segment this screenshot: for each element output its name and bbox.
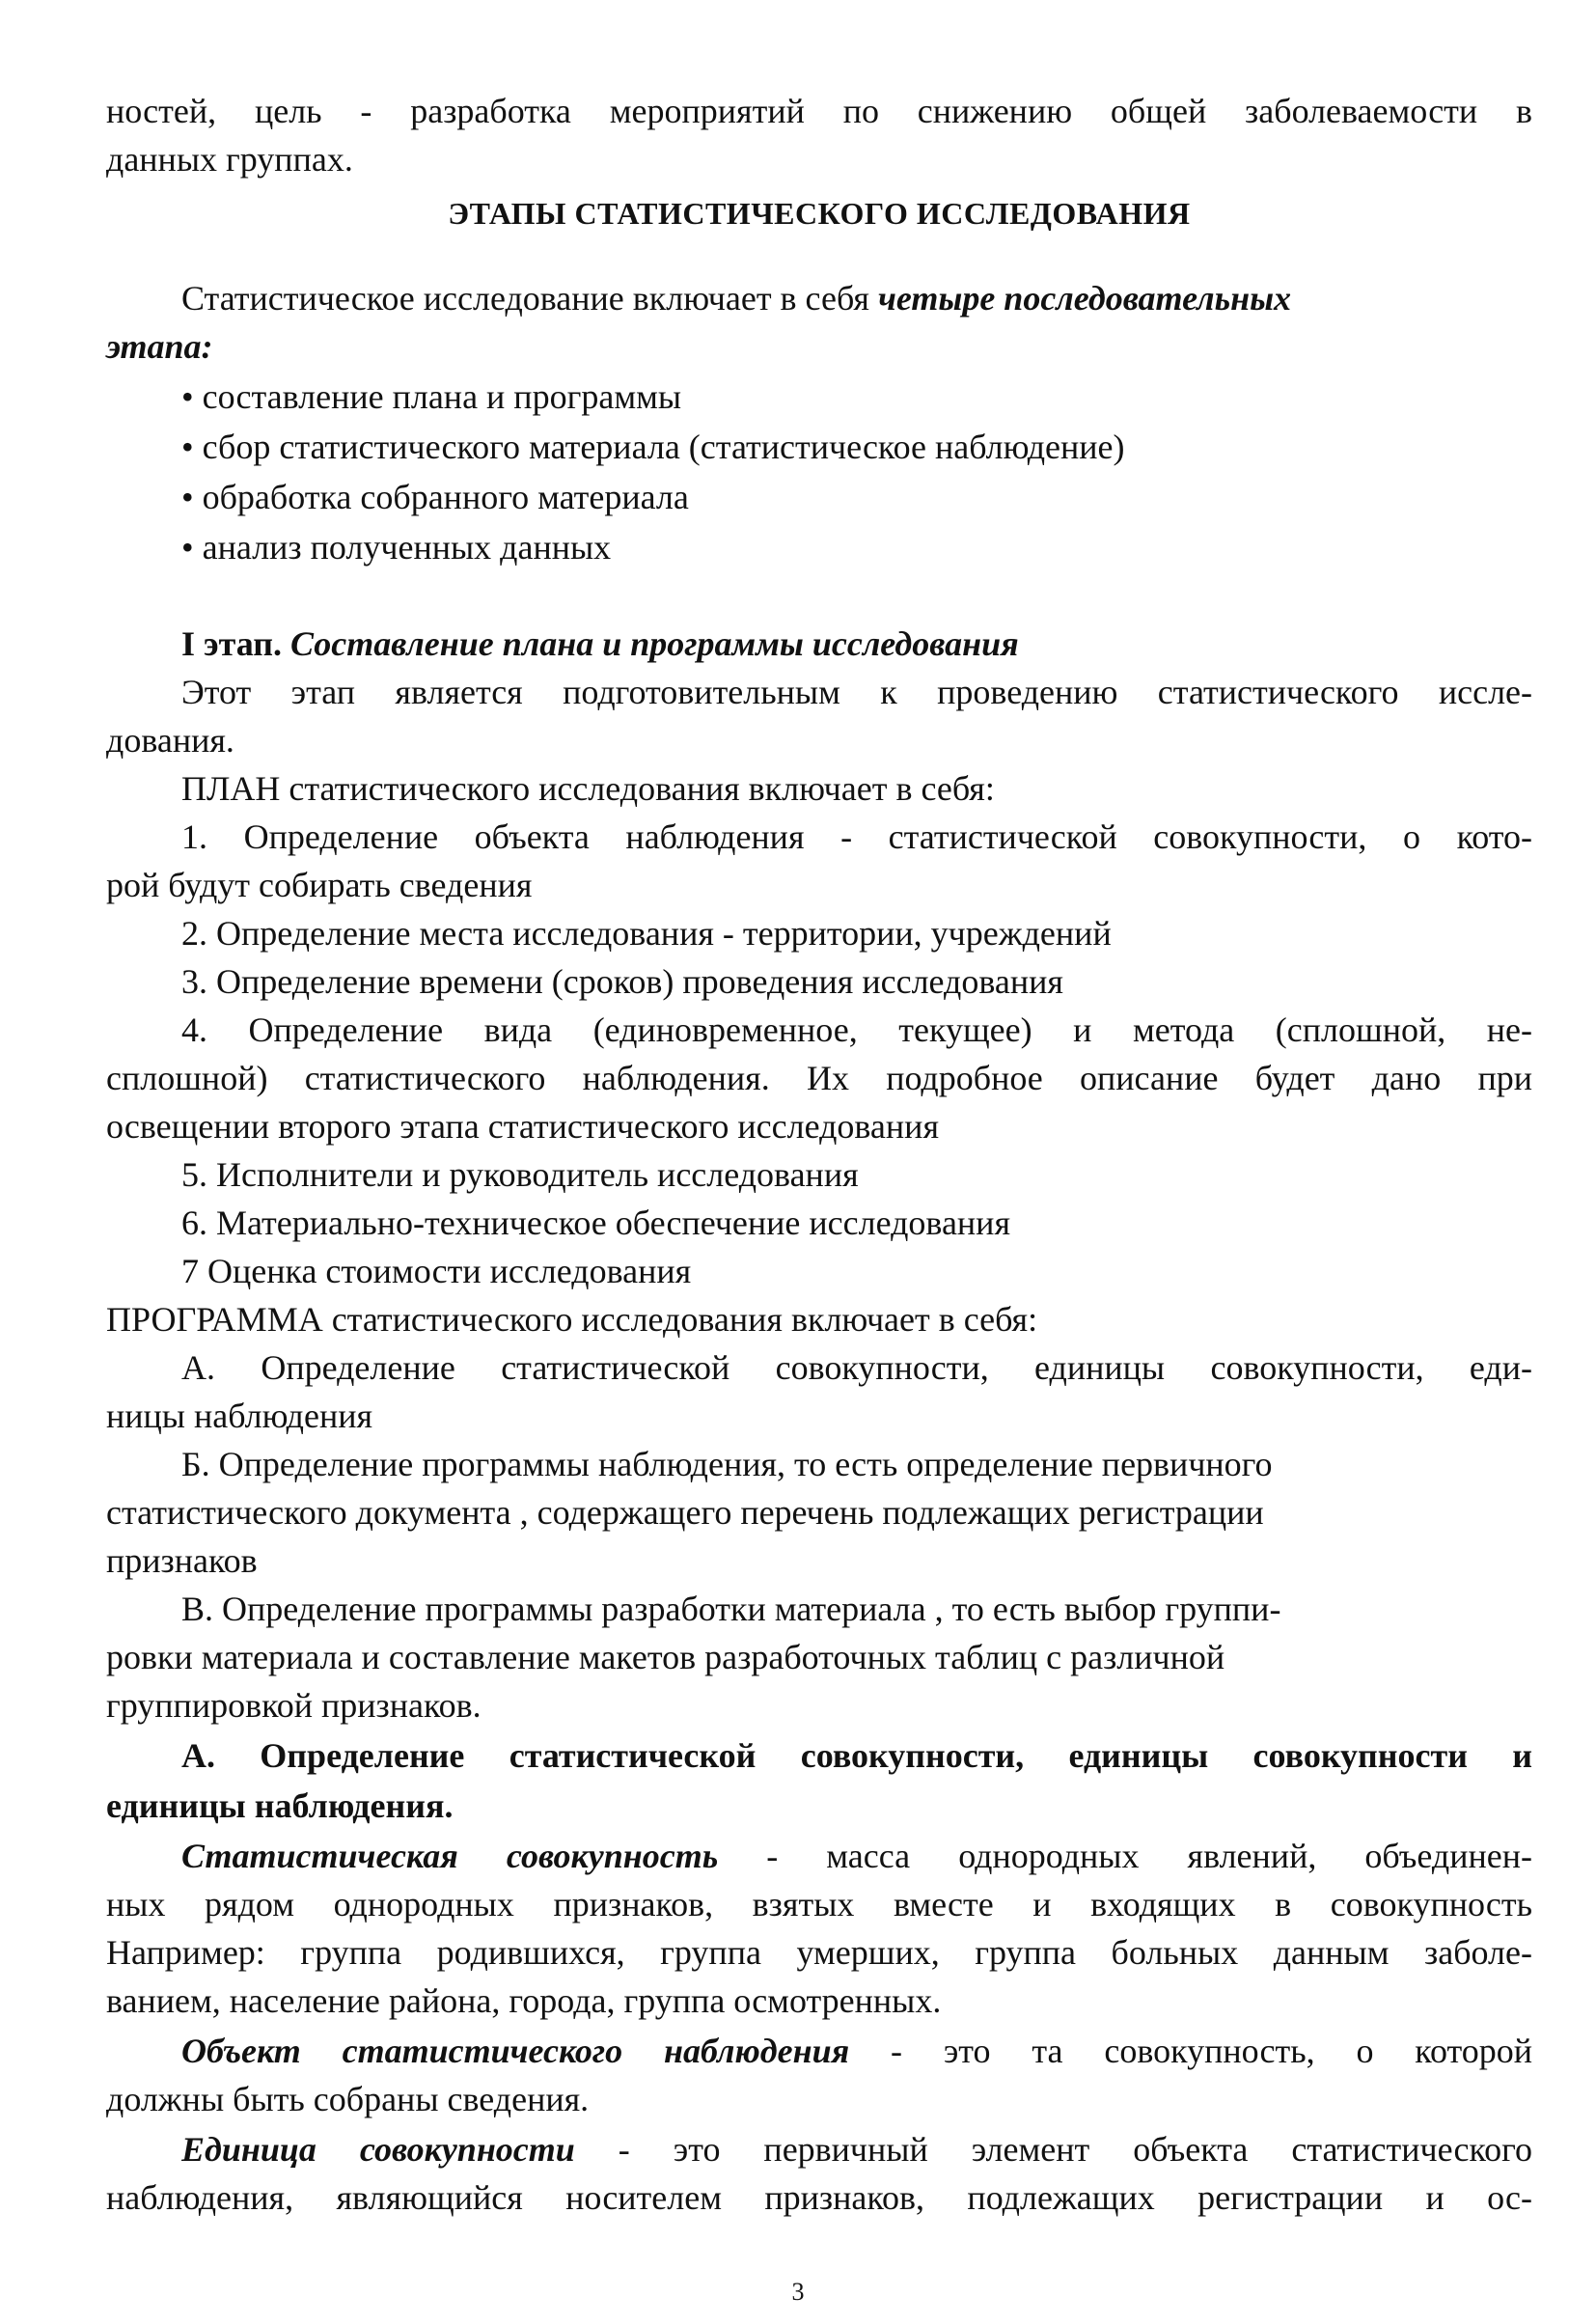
stages-intro-cont: этапа: [106,327,213,366]
stat-pop-line-3: Например: группа родившихся, группа умерших, группа больных данным заболе- [106,1933,1532,1972]
stage-list-item: • составление плана и программы [181,377,682,416]
unit-line-2: наблюдения, являющийся носителем признаков, подлежащих регистрации и ос- [106,2178,1532,2217]
program-line: ровки материала и составление макетов разработочных таблиц с различной [106,1638,1225,1676]
plan-line: 1. Определение объекта наблюдения - статистической совокупности, о кото- [181,817,1532,856]
object-line-1: Объект статистического наблюдения - это та совокупность, о которой [181,2032,1532,2070]
plan-line: 7 Оценка стоимости исследования [181,1252,692,1290]
plan-line: 6. Материально-техническое обеспечение исследования [181,1204,1011,1242]
plan-line: освещении второго этапа статистического исследования [106,1107,939,1146]
page-heading: ЭТАПЫ СТАТИСТИЧЕСКОГО ИССЛЕДОВАНИЯ [448,196,1191,231]
stage1-desc-1: Этот этап является подготовительным к проведению статистического иссле- [181,673,1532,711]
object-line-2: должны быть собраны сведения. [106,2080,590,2118]
intro-line-2: данных группах. [106,140,353,179]
unit-line-1: Единица совокупности - это первичный элемент объекта статистического [181,2130,1532,2169]
stages-intro: Статистическое исследование включает в себя четыре последовательных [181,279,1292,318]
program-line: А. Определение статистической совокупности, единицы совокупности, еди- [181,1348,1532,1387]
stage1-desc-2: дования. [106,721,234,760]
stat-pop-line-4: ванием, население района, города, группа осмотренных. [106,1981,942,2020]
stage1-title: I этап. Составление плана и программы исследования [181,624,1019,663]
stat-pop-line-1: Статистическая совокупность - масса однородных явлений, объединен- [181,1837,1532,1875]
intro-line-1: ностей, цель - разработка мероприятий по снижению общей заболеваемости в [106,92,1532,130]
program-line: группировкой признаков. [106,1686,482,1725]
program-line: ницы наблюдения [106,1397,373,1435]
plan-line: 3. Определение времени (сроков) проведения исследования [181,962,1063,1001]
plan-intro: ПЛАН статистического исследования включает в себя: [181,769,995,808]
plan-line: рой будут собирать сведения [106,866,533,904]
program-line: В. Определение программы разработки материала , то есть выбор группи- [181,1590,1281,1628]
program-intro: ПРОГРАММА статистического исследования включает в себя: [106,1300,1038,1339]
section-a-title-2: единицы наблюдения. [106,1786,454,1825]
stat-pop-line-2: ных рядом однородных признаков, взятых вместе и входящих в совокупность [106,1885,1532,1923]
program-line: признаков [106,1541,258,1580]
section-a-title-1: А. Определение статистической совокупности, единицы совокупности и [181,1736,1532,1775]
stage-list-item: • обработка собранного материала [181,478,689,516]
plan-line: 5. Исполнители и руководитель исследования [181,1155,859,1194]
plan-line: 2. Определение места исследования - территории, учреждений [181,914,1112,953]
program-line: статистического документа , содержащего перечень подлежащих регистрации [106,1493,1264,1532]
plan-line: 4. Определение вида (единовременное, текущее) и метода (сплошной, не- [181,1010,1532,1049]
stage-list-item: • анализ полученных данных [181,528,612,567]
page-number: 3 [791,2278,805,2306]
stage-list-item: • сбор статистического материала (статистическое наблюдение) [181,428,1125,466]
plan-line: сплошной) статистического наблюдения. Их подробное описание будет дано при [106,1059,1532,1097]
program-line: Б. Определение программы наблюдения, то есть определение первичного [181,1445,1273,1483]
